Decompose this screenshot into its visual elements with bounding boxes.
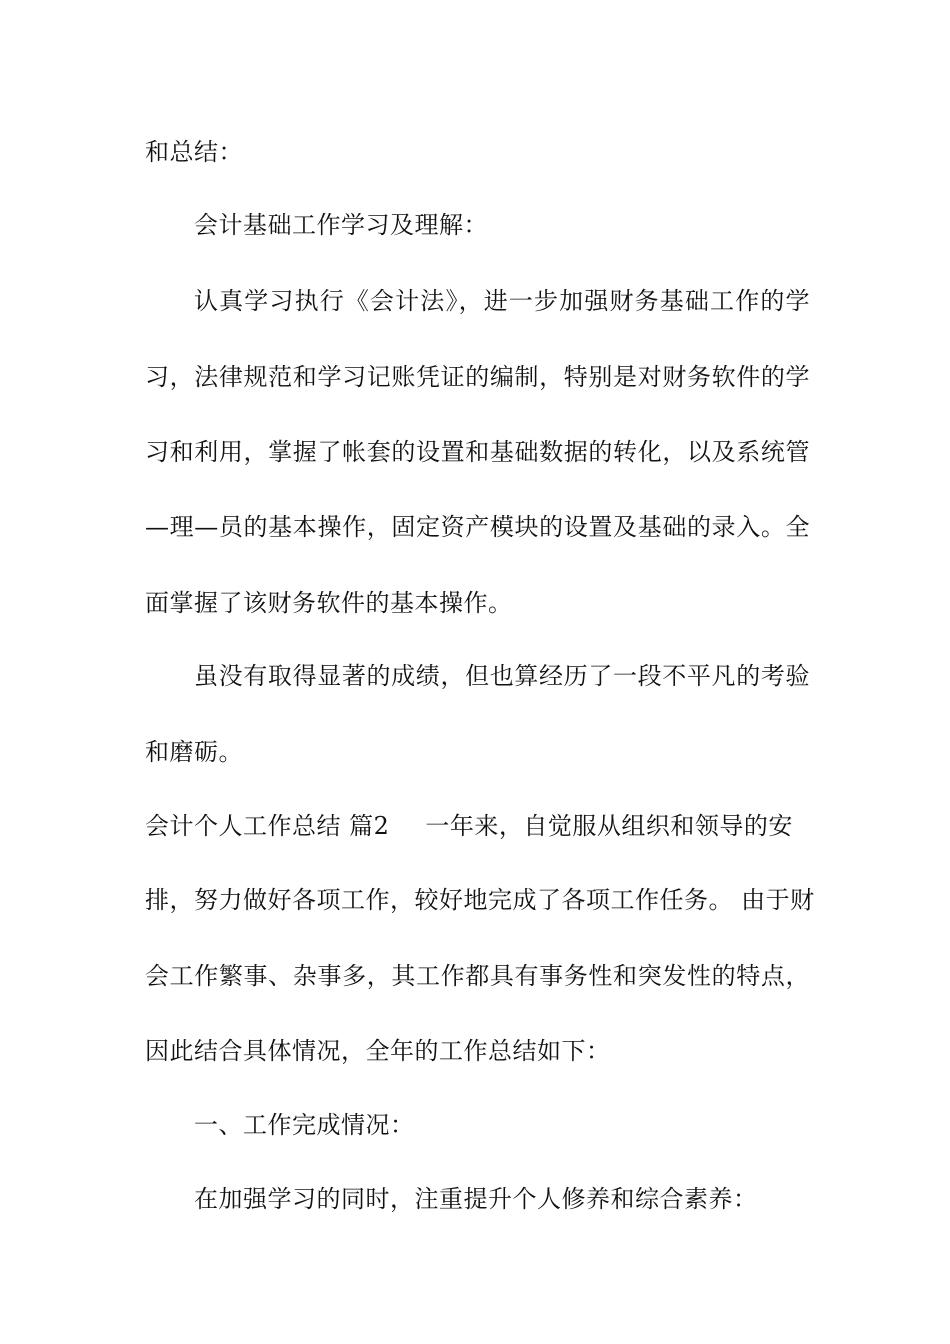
paragraph-line: 认真学习执行《会计法》，进一步加强财务基础工作的学	[194, 287, 810, 315]
section-title: 会计个人工作总结 篇2	[145, 812, 390, 840]
section-first-text: 一年来，自觉服从组织和领导的安	[425, 812, 793, 840]
list-heading: 一、工作完成情况：	[194, 1111, 415, 1139]
section-heading-line	[145, 811, 810, 841]
paragraph-line: 面掌握了该财务软件的基本操作。	[145, 589, 513, 617]
paragraph-line: 会工作繁事、杂事多，其工作都具有事务性和突发性的特点，	[145, 962, 810, 990]
paragraph-line: 排，努力做好各项工作，较好地完成了各项工作任务。 由于财	[145, 886, 815, 914]
paragraph-line: 习和利用，掌握了帐套的设置和基础数据的转化，以及系统管	[145, 438, 810, 466]
paragraph-line: 和磨砺。	[145, 738, 243, 766]
paragraph-line: 习，法律规范和学习记账凭证的编制，特别是对财务软件的学	[145, 363, 810, 391]
paragraph-line: 在加强学习的同时，注重提升个人修养和综合素养：	[194, 1185, 758, 1213]
paragraph-line: 因此结合具体情况，全年的工作总结如下：	[145, 1037, 611, 1065]
paragraph-line: 会计基础工作学习及理解：	[194, 211, 488, 239]
paragraph-line: —理—员的基本操作，固定资产模块的设置及基础的录入。全	[145, 513, 810, 541]
paragraph-line: 虽没有取得显著的成绩，但也算经历了一段不平凡的考验	[194, 662, 810, 690]
paragraph-line: 和总结：	[145, 138, 243, 166]
